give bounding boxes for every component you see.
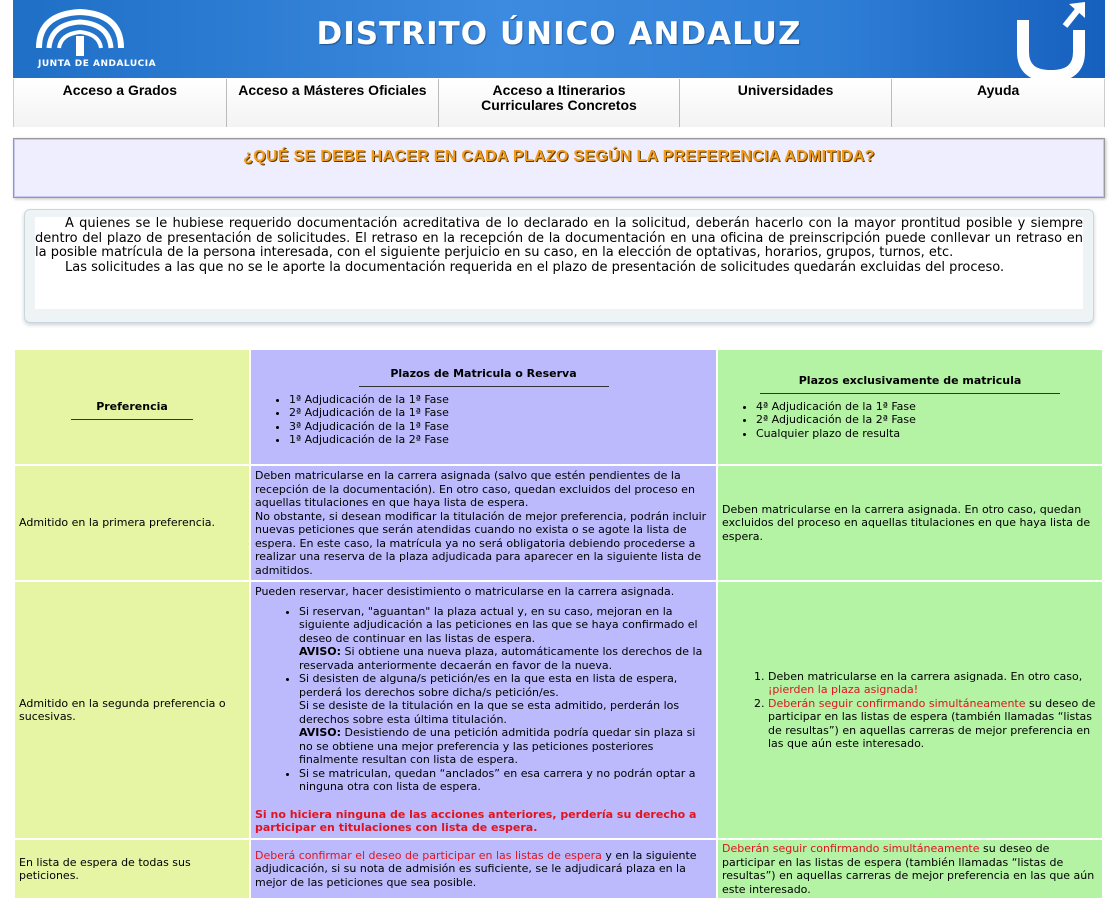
- list-item: • 4ª Adjudicación de la 1ª Fase: [756, 400, 1098, 414]
- row3-col3: [718, 840, 1102, 898]
- info-panel: [24, 209, 1094, 323]
- info-paragraph: Las solicitudes a las que no se le aporte la documentación requerida en el plazo de presentación de solicitudes quedarán excluidas del proceso.: [65, 259, 1005, 275]
- row1-col2: [251, 466, 716, 580]
- item-text: Deben matricularse en la carrera asignada. En otro caso,: [768, 669, 1083, 683]
- header-preference-title: Preferencia: [96, 400, 168, 414]
- list-item: • Cualquier plazo de resulta: [756, 427, 1098, 441]
- row2-col2: [251, 582, 716, 838]
- nav-item-universidades[interactable]: Universidades: [680, 79, 893, 127]
- list-item: • 2ª Adjudicación de la 2ª Fase: [756, 413, 1098, 427]
- row1-col2-text: Deben matricularse en la carrera asignada (salvo que estén pendientes de la recepción de la documentación). En otro caso, quedan excluidos del proceso en aquellas titulaciones en que haya lista de espera.: [255, 469, 695, 509]
- item-text: su deseo de participar en las listas de espera (también llamadas “listas de resultas”) en aquellas carreras de mejor preferencia en las que aún este interesado.: [768, 696, 1096, 750]
- row1-col3: Deben matricularse en la carrera asignada. En otro caso, quedan excluidos del proceso en aquellas titulaciones en que haya lista de espera.: [718, 466, 1102, 580]
- table-row: [15, 582, 1102, 838]
- page-title: DISTRITO ÚNICO ANDALUZ: [316, 16, 802, 52]
- header-preference: [15, 350, 249, 464]
- du-logo-icon[interactable]: [1013, 0, 1093, 78]
- nav-item-masteres[interactable]: Acceso a Másteres Oficiales: [227, 79, 440, 127]
- header-plazos-reserva: [251, 350, 716, 464]
- item-red-text: Deberán seguir confirmando simultáneamente: [768, 696, 1026, 710]
- row2-warning: Si no hiciera ninguna de las acciones anteriores, perdería su derecho a participar en titulaciones con lista de espera.: [255, 807, 697, 834]
- row3-col2: [251, 840, 716, 898]
- row3-col3-red: Deberán seguir confirmando simultáneamente: [722, 842, 980, 855]
- row2-col3-list: [722, 670, 1098, 751]
- header-col3-title: Plazos exclusivamente de matricula: [798, 374, 1022, 387]
- nav-item-ayuda[interactable]: Ayuda: [892, 79, 1104, 127]
- list-item: [768, 670, 1098, 697]
- header-rule: [71, 419, 193, 420]
- table-row: [15, 840, 1102, 898]
- info-content: [35, 217, 1083, 309]
- list-item: [299, 767, 712, 794]
- question-title: ¿QUÉ SE DEBE HACER EN CADA PLAZO SEGÚN LA PREFERENCIA ADMITIDA?: [243, 148, 875, 165]
- deadlines-table: [13, 348, 1104, 900]
- aviso-text: Si obtiene una nueva plaza, automáticamente los derechos de la reservada anteriormente decaerán en favor de la nueva.: [299, 645, 703, 672]
- list-item: [299, 672, 712, 767]
- header-banner: [13, 0, 1105, 78]
- header-plazos-matricula: [718, 350, 1102, 464]
- row2-options-list: [255, 605, 712, 794]
- nav-item-itinerarios[interactable]: Acceso a Itinerarios Curriculares Concretos: [439, 79, 680, 127]
- option-text: Si se matriculan, quedan “anclados” en esa carrera y no podrán optar a ninguna otra con lista de espera.: [299, 766, 696, 793]
- row1-col2-text2: No obstante, si desean modificar la titulación de mejor preferencia, podrán incluir nuevas peticiones que serán atendidas cuando no exista o se agote la lista de espera. En este caso, la matrícula ya no será obligatoria debiendo procederse a realizar una reserva de la plaza adjudicada para aparecer en la siguiente lista de admitidos.: [255, 509, 707, 577]
- option-text: Si reservan, "aguantan" la plaza actual y, en su caso, mejoran en la siguiente adjudicación a las peticiones en las que se haya confirmado el deseo de continuar en las listas de espera.: [299, 604, 698, 645]
- header-col2-title: Plazos de Matricula o Reserva: [390, 367, 577, 381]
- main-nav: [13, 79, 1105, 127]
- row3-preference: En lista de espera de todas sus peticiones.: [15, 840, 249, 898]
- row3-col3-text: su deseo de participar en las listas de espera (también llamadas “listas de resultas”) en aquellas carreras de mejor preferencia en las que aún este interesado.: [722, 842, 1095, 896]
- col3-plazos-list: [722, 400, 1098, 441]
- aviso-label: AVISO:: [299, 726, 342, 739]
- question-box: [13, 138, 1105, 198]
- header-rule: [359, 386, 609, 387]
- col2-plazos-list: [255, 393, 712, 447]
- aviso-label: AVISO:: [299, 645, 342, 658]
- list-item: • 1ª Adjudicación de la 1ª Fase: [289, 393, 712, 407]
- table-header-row: [15, 350, 1102, 464]
- header-rule: [760, 393, 1060, 394]
- row2-intro: Pueden reservar, hacer desistimiento o matricularse en la carrera asignada.: [255, 585, 675, 598]
- list-item: • 3ª Adjudicación de la 1ª Fase: [289, 420, 712, 434]
- item-red-text: ¡pierden la plaza asignada!: [768, 683, 919, 696]
- row2-col3: [718, 582, 1102, 838]
- row3-col2-text: y en la siguiente adjudicación, si su nota de admisión es suficiente, se le adjudicará plaza en la mejor de las peticiones que sea posible.: [255, 848, 697, 889]
- row1-preference: Admitido en la primera preferencia.: [15, 466, 249, 580]
- option-text: Si desisten de alguna/s petición/es en la que esta en lista de espera, perderá los derechos sobre dicha/s petición/es.: [299, 672, 678, 699]
- list-item: • 2ª Adjudicación de la 1ª Fase: [289, 406, 712, 420]
- table-row: [15, 466, 1102, 580]
- info-paragraph: A quienes se le hubiese requerido documentación acreditativa de lo declarado en la solicitud, deberán hacerlo con la mayor prontitud posible y siempre dentro del plazo de presentación de solicitudes. El retraso en la recepción de la documentación en una oficina de preinscripción puede conllevar un retraso en la posible matrícula de la persona interesada, con el siguiente perjuicio en su caso, en la elección de optativas, horarios, grupos, turnos, etc.: [35, 216, 1083, 260]
- row2-preference: Admitido en la segunda preferencia o sucesivas.: [15, 582, 249, 838]
- aviso-text: Desistiendo de una petición admitida podría quedar sin plaza si no se obtiene una mejor preferencia y las peticiones posteriores finalmente resultan con lista de espera.: [299, 726, 696, 766]
- nav-item-grados[interactable]: Acceso a Grados: [14, 79, 227, 127]
- option-text: Si se desiste de la titulación en la que se esta admitido, perderán los derechos sobre esta última titulación.: [299, 699, 680, 726]
- logo-text: JUNTA DE ANDALUCIA: [38, 59, 157, 69]
- list-item: [768, 697, 1098, 751]
- list-item: [299, 605, 712, 673]
- list-item: • 1ª Adjudicación de la 2ª Fase: [289, 433, 712, 447]
- row3-col2-red: Deberá confirmar el deseo de participar en las listas de espera: [255, 848, 602, 862]
